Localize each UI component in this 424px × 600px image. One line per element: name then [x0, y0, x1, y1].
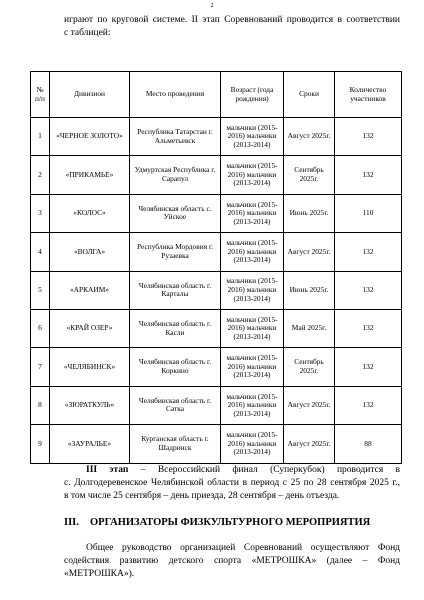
cell-dates: Август 2025г. [284, 425, 335, 463]
cell-division: «ВОЛГА» [50, 233, 130, 271]
table-row [31, 233, 402, 271]
cell-division: «КОЛОС» [50, 194, 130, 232]
cell-division: «ЧЕЛЯБИНСК» [50, 348, 130, 386]
cell-count: 132 [335, 309, 402, 347]
cell-count: 132 [335, 271, 402, 309]
stage3-line-1 [64, 464, 400, 477]
cell-count: 88 [335, 425, 402, 463]
cell-dates: Июнь 2025г. [284, 271, 335, 309]
cell-age: мальчики (2015-2016) мальчики (2013-2014) [221, 156, 284, 194]
page-number: 2 [210, 3, 214, 9]
cell-division: «ПРИКАМЬЕ» [50, 156, 130, 194]
cell-count: 110 [335, 194, 402, 232]
table-row [31, 118, 402, 156]
header-place: Место проведения [130, 72, 221, 118]
cell-count: 132 [335, 386, 402, 424]
table-header-row [31, 72, 402, 118]
cell-place: Челябинская область с. Уйское [130, 194, 221, 232]
header-age: Возраст (года рождения) [221, 72, 284, 118]
table-row [31, 194, 402, 232]
cell-num: 4 [31, 233, 50, 271]
cell-place: Республика Татарстан г. Альметьевск [130, 118, 221, 156]
cell-place: Курганская область г. Шадринск [130, 425, 221, 463]
header-dates: Сроки [284, 72, 335, 118]
header-division: Дивизион [50, 72, 130, 118]
cell-age: мальчики (2015-2016) мальчики (2013-2014) [221, 348, 284, 386]
table-row [31, 271, 402, 309]
section-heading [64, 516, 400, 529]
cell-place: Республика Мордовия г. Рузаевка [130, 233, 221, 271]
cell-num: 2 [31, 156, 50, 194]
cell-place: Удмуртская Республика г. Сарапул [130, 156, 221, 194]
cell-num: 6 [31, 309, 50, 347]
table-row [31, 156, 402, 194]
cell-num: 5 [31, 271, 50, 309]
table-row [31, 425, 402, 463]
table-row [31, 348, 402, 386]
header-count: Количество участников [335, 72, 402, 118]
cell-age: мальчики (2015-2016) мальчики (2013-2014) [221, 271, 284, 309]
competition-table [30, 71, 402, 464]
cell-age: мальчики (2015-2016) мальчики (2013-2014) [221, 425, 284, 463]
stage3-paragraph [64, 464, 400, 503]
cell-dates: Июнь 2025г. [284, 194, 335, 232]
closing-text: Общее руководство организацией Соревнований осуществляют Фонд содействия развитию детского спорта «МЕТРОШКА» (далее – Фонд «МЕТРОШКА»). [64, 543, 400, 579]
intro-paragraph [64, 14, 400, 40]
cell-count: 132 [335, 156, 402, 194]
cell-division: «ЗЮРАТКУЛЬ» [50, 386, 130, 424]
cell-dates: Август 2025г. [284, 233, 335, 271]
cell-age: мальчики (2015-2016) мальчики (2013-2014) [221, 118, 284, 156]
cell-age: мальчики (2015-2016) мальчики (2013-2014) [221, 309, 284, 347]
cell-division: «АРКАИМ» [50, 271, 130, 309]
cell-division: «ЧЕРНОЕ ЗОЛОТО» [50, 118, 130, 156]
cell-dates: Август 2025г. [284, 118, 335, 156]
stage3-label: III этап [86, 465, 129, 475]
cell-age: мальчики (2015-2016) мальчики (2013-2014) [221, 233, 284, 271]
header-num: № п/п [31, 72, 50, 118]
stage3-line-1-text: – Всероссийский финал (Суперкубок) проводится в [128, 465, 401, 475]
cell-num: 8 [31, 386, 50, 424]
cell-place: Челябинская область г. Коркино [130, 348, 221, 386]
intro-line-2: с таблицей: [64, 28, 111, 38]
cell-num: 7 [31, 348, 50, 386]
cell-place: Челябинская область г. Сатка [130, 386, 221, 424]
cell-division: «КРАЙ ОЗЕР» [50, 309, 130, 347]
cell-dates: Май 2025г. [284, 309, 335, 347]
section-number: III. [64, 517, 79, 528]
section-title: ОРГАНИЗАТОРЫ ФИЗКУЛЬТУРНОГО МЕРОПРИЯТИЯ [90, 517, 371, 528]
cell-age: мальчики (2015-2016) мальчики (2013-2014) [221, 194, 284, 232]
cell-age: мальчики (2015-2016) мальчики (2013-2014) [221, 386, 284, 424]
table-row [31, 386, 402, 424]
cell-num: 1 [31, 118, 50, 156]
cell-num: 9 [31, 425, 50, 463]
table-row [31, 309, 402, 347]
cell-num: 3 [31, 194, 50, 232]
intro-line-1: играют по круговой системе. II этап Соревнований проводится в соответствии [64, 15, 400, 25]
cell-dates: Сентябрь 2025г. [284, 156, 335, 194]
cell-count: 132 [335, 233, 402, 271]
cell-division: «ЗАУРАЛЬЕ» [50, 425, 130, 463]
cell-count: 132 [335, 118, 402, 156]
stage3-line-3: в том числе 25 сентября – день приезда, 28 сентября – день отъезда. [64, 491, 340, 501]
cell-dates: Сентябрь 2025г. [284, 348, 335, 386]
cell-count: 132 [335, 348, 402, 386]
cell-dates: Август 2025г. [284, 386, 335, 424]
cell-place: Челябинская область г. Карталы [130, 271, 221, 309]
stage3-line-2: с. Долгодеревенское Челябинской области в период с 25 по 28 сентября 2025 г., [64, 478, 400, 488]
cell-place: Челябинская область г. Касли [130, 309, 221, 347]
closing-paragraph [64, 542, 400, 581]
